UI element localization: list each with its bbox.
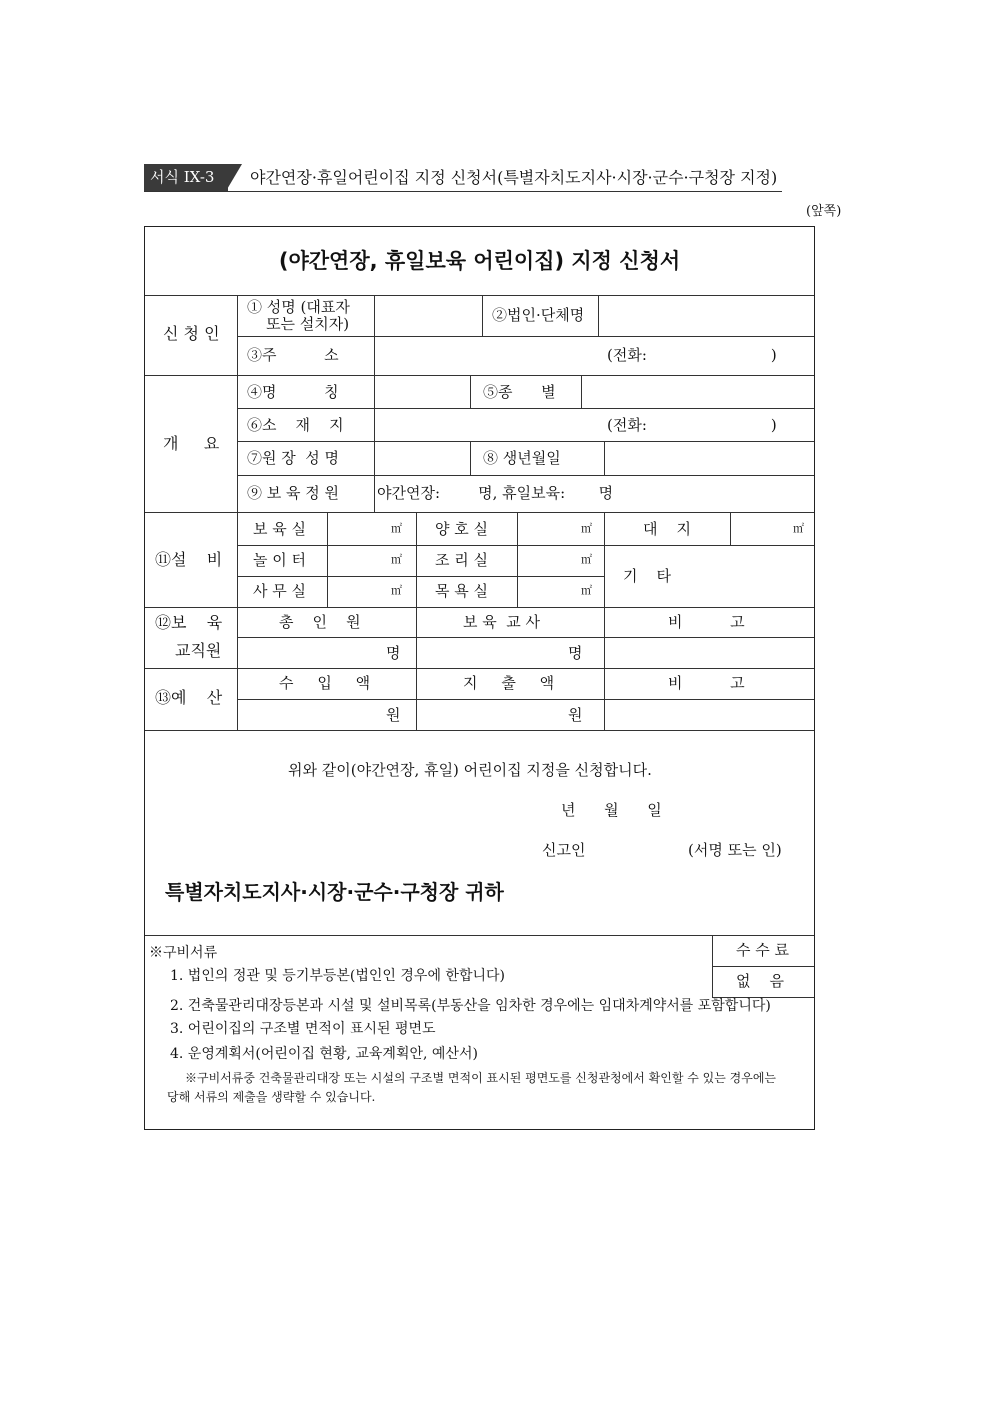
address-phone[interactable]: (전화: ) xyxy=(607,346,777,364)
divider-facility-1 xyxy=(237,545,604,546)
declaration-text: 위와 같이(야간연장, 휴일) 어린이집 지정을 신청합니다. xyxy=(288,761,652,779)
staff-total-unit: 명 xyxy=(386,644,401,662)
documents-heading: ※구비서류 xyxy=(149,945,218,961)
fee-label: 수 수 료 xyxy=(736,941,790,959)
document-item-3: 3. 어린이집의 구조별 면적이 표시된 평면도 xyxy=(170,1021,436,1037)
header-title: 야간연장·휴일어린이집 지정 신청서(특별자치도지사·시장·군수·구청장 지정) xyxy=(250,168,778,187)
col-divider-facility-3 xyxy=(517,512,518,607)
unit-sqm: ㎡ xyxy=(793,522,804,535)
unit-sqm: ㎡ xyxy=(581,522,592,535)
divider-facility-site xyxy=(604,545,814,546)
divider-facility-end xyxy=(145,607,814,608)
divider-staff-mid xyxy=(237,637,814,638)
location-label: ⑥소 재 지 xyxy=(247,416,344,434)
expense-unit: 원 xyxy=(568,706,583,724)
income-unit: 원 xyxy=(386,706,401,724)
expense-header: 지 출 액 xyxy=(463,674,555,692)
unit-sqm: ㎡ xyxy=(581,584,592,597)
fee-value: 없 음 xyxy=(736,972,785,990)
other-label: 기 타 xyxy=(623,567,672,585)
col-divider-staff-2 xyxy=(604,607,605,730)
col-divider-fee xyxy=(712,935,713,997)
divider-budget-end xyxy=(145,730,814,731)
unit-sqm: ㎡ xyxy=(581,553,592,566)
section-applicant: 신 청 인 xyxy=(163,324,220,343)
divider-declaration-end xyxy=(145,935,814,936)
staff-teacher-unit: 명 xyxy=(568,644,583,662)
documents-note-line2: 당해 서류의 제출을 생략할 수 있습니다. xyxy=(167,1090,376,1104)
office-label: 사 무 실 xyxy=(253,582,307,600)
col-divider-applicant-2 xyxy=(482,295,483,336)
document-item-1: 1. 법인의 정관 및 등기부등본(법인인 경우에 한합니다) xyxy=(170,968,505,984)
location-phone[interactable]: (전화: ) xyxy=(607,416,777,434)
address-label: ③주 소 xyxy=(247,346,339,364)
header-divider xyxy=(144,191,782,192)
applicant-name-label: ① 성명 (대표자 또는 설치자) xyxy=(247,298,350,333)
unit-sqm: ㎡ xyxy=(391,584,402,597)
infirmary-label: 양 호 실 xyxy=(435,520,489,538)
divider-fee-mid xyxy=(712,966,814,967)
page-side-label: (앞쪽) xyxy=(806,204,842,219)
applicant-signature-label: 신고인 xyxy=(542,841,586,859)
col-divider-overview-3 xyxy=(581,375,582,408)
birthdate-label: ⑧ 생년월일 xyxy=(483,449,561,467)
facility-name-label: ④명 칭 xyxy=(247,383,339,401)
staff-teacher-header: 보 육 교 사 xyxy=(463,613,541,631)
income-header: 수 입 액 xyxy=(279,674,371,692)
col-divider-section xyxy=(237,295,238,730)
site-label: 대 지 xyxy=(643,520,692,538)
col-divider-facility-5 xyxy=(730,512,731,545)
divider-overview-1 xyxy=(237,408,814,409)
director-name-label: ⑦원 장 성 명 xyxy=(247,449,340,467)
divider-staff-end xyxy=(145,668,814,669)
section-staff: ⑫보 육 xyxy=(155,613,223,632)
col-divider-overview-1 xyxy=(374,375,375,512)
section-facilities: ⑪설 비 xyxy=(155,550,223,569)
col-divider-overview-5 xyxy=(604,441,605,475)
col-divider-overview-2 xyxy=(470,375,471,408)
unit-sqm: ㎡ xyxy=(391,553,402,566)
staff-remarks-header: 비 고 xyxy=(668,613,745,631)
capacity-label: ⑨ 보 육 정 원 xyxy=(247,484,340,502)
divider-overview-3 xyxy=(237,475,814,476)
section-overview: 개 요 xyxy=(163,434,220,453)
section-budget: ⑬예 산 xyxy=(155,688,223,707)
col-divider-facility-2 xyxy=(416,512,417,607)
childcare-room-label: 보 육 실 xyxy=(253,520,307,538)
divider-applicant-end xyxy=(145,375,814,376)
divider-budget-mid xyxy=(237,699,814,700)
col-divider-facility-4 xyxy=(604,512,605,607)
corporation-label: ②법인·단체명 xyxy=(492,306,585,324)
form-number: 서식 IX-3 xyxy=(150,168,215,186)
capacity-value[interactable]: 야간연장: 명, 휴일보육: 명 xyxy=(377,484,614,502)
document-item-2: 2. 건축물관리대장등본과 시설 및 설비목록(부동산을 임차한 경우에는 임대차계약서를 포함합니다) xyxy=(170,998,771,1014)
signature-placeholder[interactable]: (서명 또는 인) xyxy=(688,841,782,859)
applicant-name-field[interactable] xyxy=(375,299,481,335)
documents-note-line1: ※구비서류중 건축물관리대장 또는 시설의 구조별 면적이 표시된 평면도를 신청관청에서 확인할 수 있는 경우에는 xyxy=(185,1071,777,1085)
addressee: 특별자치도지사·시장·군수·구청장 귀하 xyxy=(165,880,504,904)
bathroom-label: 목 욕 실 xyxy=(435,582,489,600)
staff-total-header: 총 인 원 xyxy=(279,613,361,631)
corporation-field[interactable] xyxy=(599,299,813,335)
unit-sqm: ㎡ xyxy=(391,522,402,535)
col-divider-facility-1 xyxy=(327,512,328,607)
facility-type-label: ⑤종 별 xyxy=(483,383,556,401)
form-title: (야간연장, 휴일보육 어린이집) 지정 신청서 xyxy=(278,249,681,273)
playground-label: 놀 이 터 xyxy=(253,551,307,569)
application-form xyxy=(144,226,815,1130)
divider-facility-2 xyxy=(237,576,604,577)
divider-overview-end xyxy=(145,512,814,513)
divider-overview-2 xyxy=(237,441,814,442)
col-divider-overview-4 xyxy=(470,441,471,475)
divider-title xyxy=(145,295,814,296)
col-divider-staff-1 xyxy=(416,607,417,730)
budget-remarks-header: 비 고 xyxy=(668,674,745,692)
declaration-date[interactable]: 년 월 일 xyxy=(561,801,662,819)
document-item-4: 4. 운영계획서(어린이집 현황, 교육계획안, 예산서) xyxy=(170,1046,478,1062)
form-number-badge-tail xyxy=(226,164,242,191)
divider-applicant-mid xyxy=(237,336,814,337)
kitchen-label: 조 리 실 xyxy=(435,551,489,569)
section-staff-line2: 교직원 xyxy=(175,641,222,660)
form-number-badge xyxy=(144,164,228,191)
